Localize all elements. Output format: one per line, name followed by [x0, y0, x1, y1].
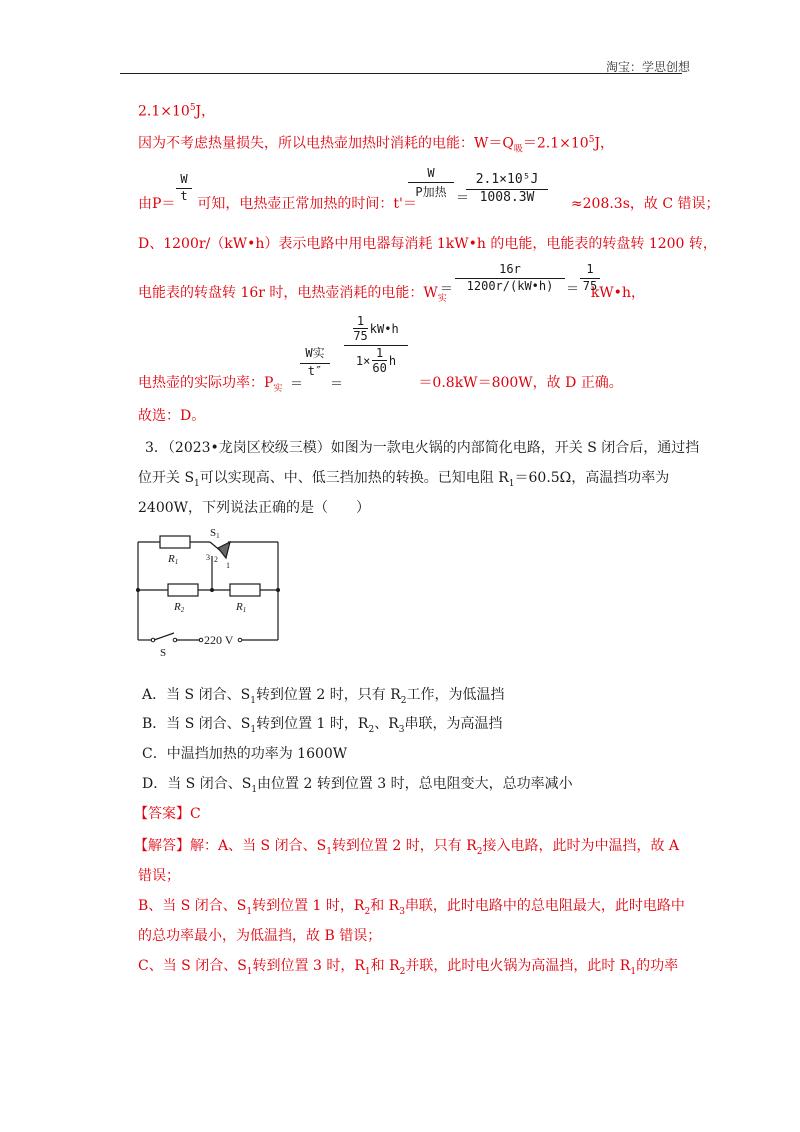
resistor-r2	[168, 584, 198, 596]
page-header: 淘宝：学思创想	[605, 60, 690, 74]
solution-line-4: D、1200r/（kW•h）表示电路中用电器每消耗 1kW•h 的电能，电能表的转盘转 1200 转，	[138, 236, 717, 252]
svg-text:R1: R1	[236, 601, 247, 614]
solution-line-1: $2.1\times 10^5J$，	[138, 103, 216, 120]
option-b: B．当 S 闭合、$S_1$转到位置 1 时，$R_2$、$R_3$串联，为高温挡	[142, 716, 503, 735]
equals-sign: ＝	[456, 191, 470, 206]
svg-text:S1: S1	[210, 527, 220, 540]
fraction-w-over-t2: W实 t″	[300, 344, 330, 378]
question-stem-3: 2400W，下列说法正确的是（ ）	[138, 500, 371, 516]
svg-text:2: 2	[214, 555, 218, 564]
fraction-energy-over-power: $\frac{\text{2.1×10⁵J}}{1008.3W}$	[466, 172, 548, 205]
svg-text:220 V: 220 V	[204, 633, 234, 647]
fraction-w-over-p: W P加热	[408, 166, 454, 200]
equals-sign: ＝	[290, 377, 304, 392]
option-a: A．当 S 闭合、$S_1$转到位置 2 时，只有 $R_2$工作，为低温挡	[142, 687, 505, 706]
switch-s1-contact	[218, 542, 230, 558]
svg-text:S: S	[160, 647, 167, 659]
fraction-1-over-75: $\frac{1}{75}$	[580, 262, 600, 293]
option-c: C．中温挡加热的功率为 1600W	[142, 746, 348, 762]
svg-text:R1: R1	[168, 553, 179, 566]
equals-sign: ＝	[330, 377, 344, 392]
complex-fraction-energy-over-time: 1 75 kW•h 1× $\frac{1}{60}$ h	[344, 314, 408, 375]
analysis-line-4: 的总功率最小，为低温挡，故 B 错误；	[138, 928, 382, 944]
analysis-line-2: 错误；	[138, 868, 180, 884]
switch-s	[154, 633, 174, 640]
header-divider	[120, 73, 682, 74]
svg-text:3: 3	[206, 553, 210, 562]
answer-line: 【答案】C	[134, 806, 201, 822]
circuit-diagram	[130, 520, 290, 660]
fraction-16r: $\frac{16r}{1200r/(kW•h)}$	[455, 262, 565, 293]
question-stem-2: 位开关 $S_1$可以实现高、中、低三挡加热的转换。已知电阻 $R_1=60.5\Omega$，高温挡功率为	[138, 470, 670, 489]
svg-text:R2: R2	[174, 601, 185, 614]
solution-line-6: 电热壶的实际功率：$P_实 =0.8kW=800W$，故 D 正确。	[138, 375, 623, 394]
equals-sign: ＝	[566, 282, 580, 297]
solution-line-3: 由P＝ 可知，电热壶正常加热的时间：t'＝ ≈208.3s，故 C 错误；	[138, 196, 720, 212]
svg-text:1: 1	[226, 561, 230, 570]
solution-line-5: 电能表的转盘转 16r 时，电热壶消耗的电能：$W_实$ kW•h，	[138, 285, 645, 304]
equals-sign: ＝	[440, 282, 454, 297]
solution-line-2: 因为不考虑热量损失，所以电热壶加热时消耗的电能：$W=Q_吸=2.1\times 10^5J$，	[138, 135, 615, 155]
solution-line-7: 故选：D。	[138, 408, 206, 424]
question-stem-1: 3．（2023•龙岗区校级三模）如图为一款电火锅的内部简化电路，开关 S 闭合后，通过挡	[145, 440, 700, 456]
resistor-r1-bottom	[230, 584, 260, 596]
analysis-line-3: B、当 S 闭合、$S_1$转到位置 1 时，$R_2$和 $R_3$串联，此时电路中的总电阻最大，此时电路中	[138, 898, 685, 917]
option-d: D．当 S 闭合、$S_1$由位置 2 转到位置 3 时，总电阻变大，总功率减小	[142, 776, 573, 795]
analysis-line-1: 【解答】解：A、当 S 闭合、$S_1$转到位置 2 时，只有 $R_2$接入电路，此时为中温挡，故 A	[134, 838, 680, 857]
analysis-line-5: C、当 S 闭合、$S_1$转到位置 3 时，$R_1$和 $R_2$并联，此时电火锅为高温挡，此时 $R_1$的功率	[138, 958, 679, 977]
resistor-r1-top	[160, 536, 190, 548]
fraction-w-over-t: $\frac{W}{t}$	[176, 172, 192, 203]
